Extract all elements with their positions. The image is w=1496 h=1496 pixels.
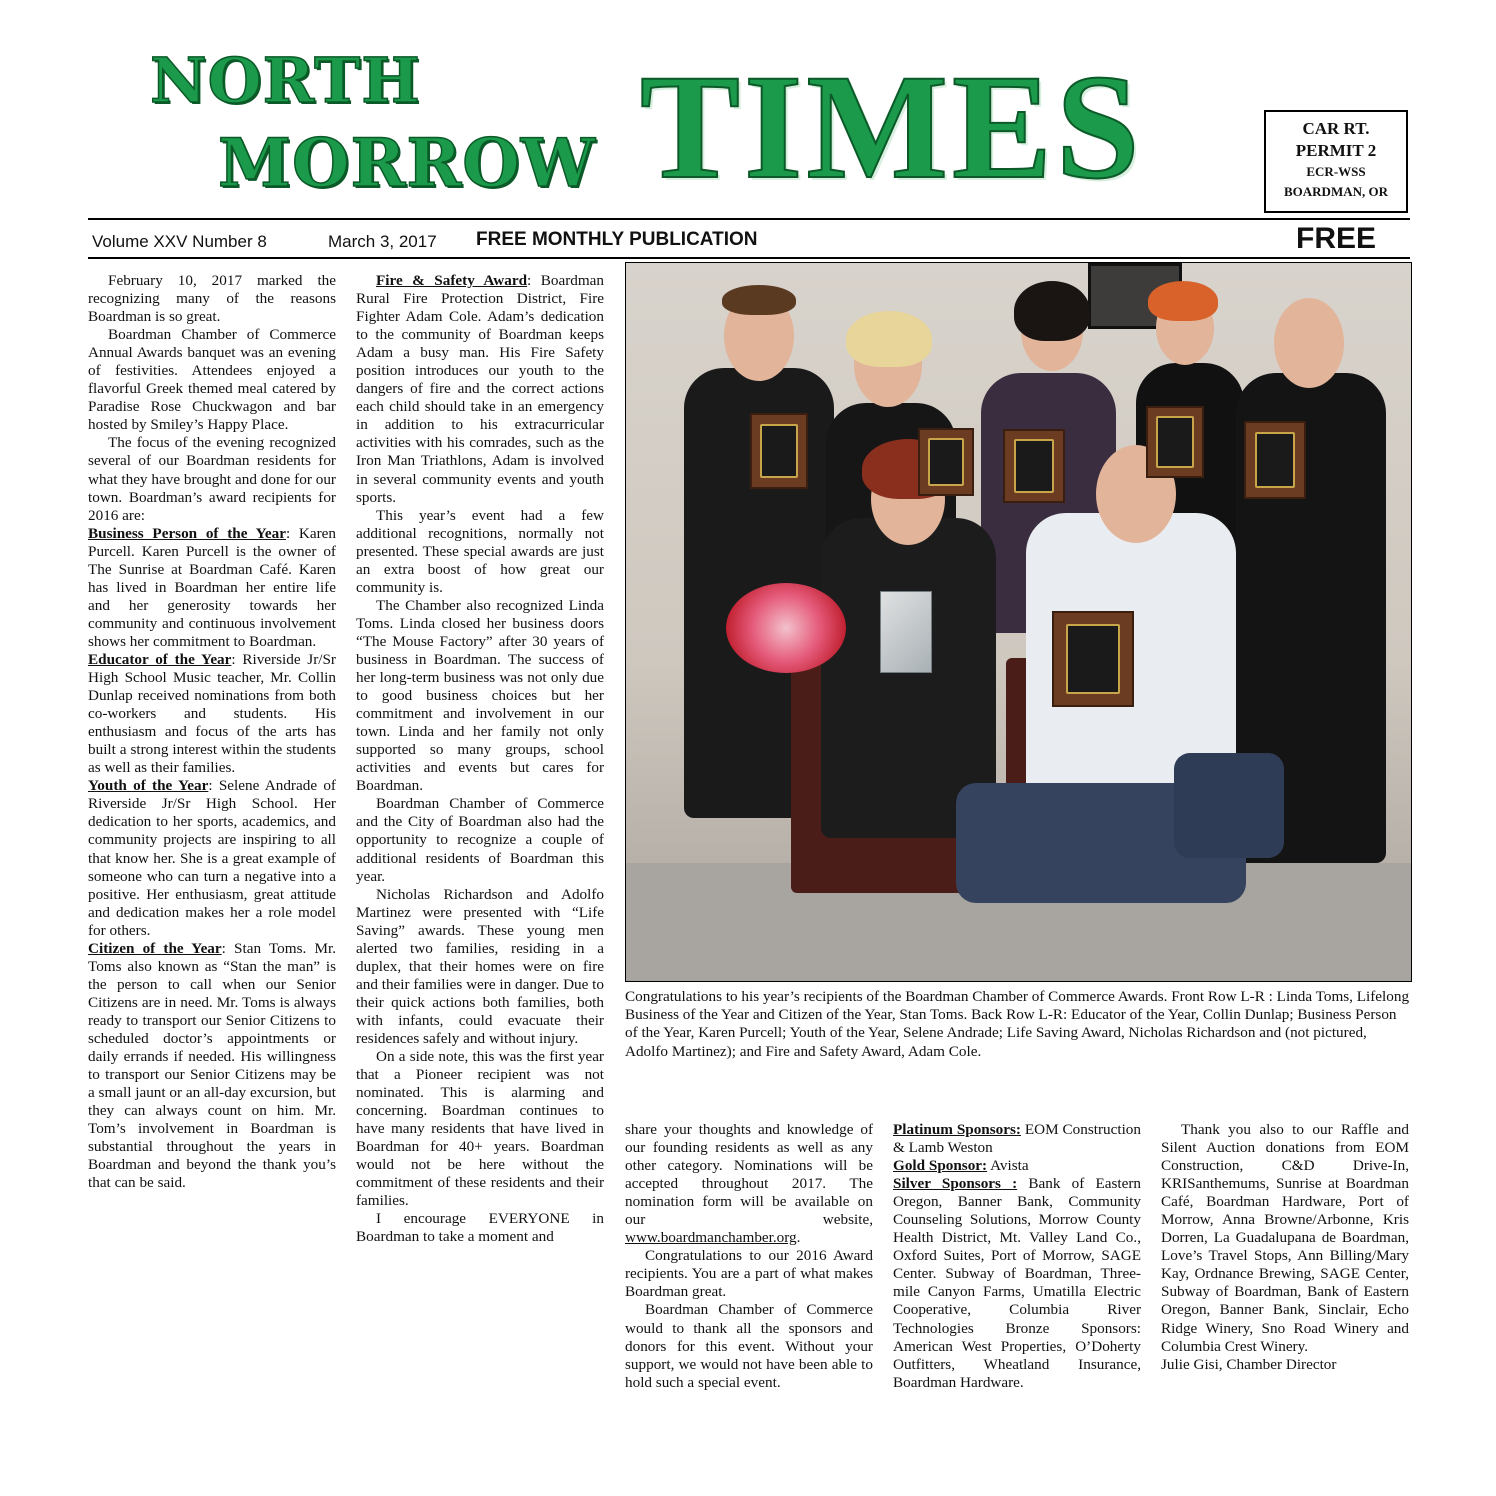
paragraph: Boardman Chamber of Commerce and the City of Boardman also had the opportunity to recognize a couple of additional residents of Boardman this year. [356,795,604,885]
person-hair [722,285,796,315]
publication-type-text: FREE MONTHLY PUBLICATION [476,229,758,250]
award-heading: Educator of the Year [88,650,232,668]
paragraph: Congratulations to our 2016 Award recipients. You are a part of what makes Boardman great. [625,1247,873,1301]
paragraph: Nicholas Richardson and Adolfo Martinez were presented with “Life Saving” awards. These young men alerted two families, residing in a duplex, that their homes were on fire and their families were in danger. Due to their quick actions both families, both with infants, could evacuate their residences safely and without injury. [356,885,604,1047]
award-text: : Selene Andrade of Riverside Jr/Sr High School. Her dedication to her sports, academics, and community projects are inspiring to all that know her. She is a great example of someone who can turn a negative into a positive. Her enthusiasm, great attitude and dedication makes her a role model for others. [88,777,336,939]
photo-caption: Congratulations to his year’s recipients of the Boardman Chamber of Commerce Awards. Front Row L-R : Linda Toms, Lifelong Business of the Year and Citizen of the Year, Stan Toms. Back Row L-R: Educator of the Year, Collin Dunlap; Business Person of the Year, Karen Purcell; Youth of the Year, Selene Andrade; Life Saving Award, Nicholas Richardson and (not pictured, Adolfo Martinez); and Fire and Safety Award, Adam Cole. [625,988,1410,1060]
award-plaque [750,413,808,489]
award-text: : Boardman Rural Fire Protection District, Fire Fighter Adam Cole. Adam’s dedication to the community of Boardman keeps Adam a busy man. His Fire Safety position introduces our youth to the dangers of fire and the correct actions each child should take in an emergency in addition to his extracurricular activities with his comrades, such as the Iron Man Triathlons, Adam is involved in several community events and youth sports. [356,272,604,506]
permit-line-3: ECR-WSS [1306,164,1366,179]
article-column-2 [356,272,604,1247]
award-heading: Citizen of the Year [88,939,222,957]
paragraph: February 10, 2017 marked the recognizing many of the reasons Boardman is so great. [88,272,336,326]
award-paragraph [88,525,336,651]
price-label: FREE [1296,222,1377,255]
masthead-north: NORTH [150,44,421,117]
award-heading: Business Person of the Year [88,524,286,542]
paragraph-text: share your thoughts and knowledge of our founding residents as well as any other category. Nominations will be accepted throughout 2017. The nomination form will be available on our website, [625,1121,873,1229]
paragraph: Boardman Chamber of Commerce would to thank all the sponsors and donors for this event. Without your support, we would not have been able to hold such a special event. [625,1301,873,1391]
award-paragraph [88,940,336,1193]
sponsor-heading: Platinum Sponsors: [893,1121,1021,1138]
article-column-1 [88,272,336,1192]
person-hair [846,311,932,367]
article-column-3 [625,1121,873,1392]
issue-date: March 3, 2017 [328,232,437,251]
person-hair [1014,281,1090,341]
paragraph [625,1121,873,1247]
award-plaque [1244,421,1306,499]
permit-line-4: BOARDMAN, OR [1284,184,1388,199]
masthead-morrow: MORROW [218,124,596,202]
paragraph: The focus of the evening recognized several of our Boardman residents for what they have brought and done for our town. Boardman’s award recipients for 2016 are: [88,434,336,524]
sponsors-column [893,1121,1141,1392]
publication-type [476,229,758,251]
award-paragraph [88,777,336,939]
award-heading: Fire & Safety Award [376,272,528,289]
award-text: : Riverside Jr/Sr High School Music teacher, Mr. Collin Dunlap received nominations from both co-workers and students. His enthusiasm and focus of the arts has built a strong interest within the students as well as their families. [88,650,336,777]
paragraph: The Chamber also recognized Linda Toms. Linda closed her business doors “The Mouse Factory” after 30 years of business in Boardman. The success of her long-term business was not only due to good business choices but her commitment and involvement in our town. Linda and her family not only supported so many groups, school activities and events but cares for Boardman. [356,596,604,795]
sponsor-heading: Gold Sponsor: [893,1157,988,1175]
masthead-rule [88,218,1410,220]
website-link[interactable]: www.boardmanchamber.org [625,1229,797,1247]
signature: Julie Gisi, Chamber Director [1161,1355,1337,1373]
infobar-rule [88,257,1410,259]
paragraph: On a side note, this was the first year that a Pioneer recipient was not nominated. This is alarming and concerning. Boardman continues to have many residents that have lived in Boardman for 40+ years. Boardman would not be here without the commitment of these residents and their families. [356,1048,604,1210]
award-text: : Stan Toms. Mr. Toms also known as “Stan the man” is the person to call when our Senior Citizens are in need. Mr. Toms is always ready to transport our Senior Citizens to scheduled doctor’s appointments or daily errands if needed. His willingness to transport our Senior Citizens may be a small jaunt or an all-day excursion, but they can always count on him. Mr. Tom’s involvement in Boardman is substantial throughout the years in Boardman and beyond the thank you’s that can be said. [88,939,336,1192]
award-plaque [1003,429,1065,503]
volume-number: Volume XXV Number 8 [92,232,267,251]
masthead-times: TIMES [640,44,1144,210]
person-head [1274,298,1344,388]
award-paragraph [88,651,336,777]
award-plaque [1146,406,1204,478]
sponsor-heading: Silver Sponsors : [893,1175,1018,1193]
postal-permit-box [1264,110,1408,213]
paragraph: Boardman Chamber of Commerce Annual Awards banquet was an evening of festivities. Attendees enjoyed a flavorful Greek themed meal catered by Paradise Rose Chuckwagon and bar hosted by Smiley’s Happy Place. [88,326,336,434]
sponsor-list: Avista [987,1157,1029,1175]
link-punctuation: . [796,1229,801,1247]
permit-line-2: PERMIT 2 [1295,141,1377,160]
donors-column [1161,1121,1409,1374]
paragraph: This year’s event had a few additional recognitions, normally not presented. These special awards are just an extra boost of how great our community is. [356,506,604,596]
award-paragraph [356,272,604,507]
award-text: : Karen Purcell. Karen Purcell is the owner of The Sunrise at Boardman Café. Karen has lived in Boardman her entire life and her generosity towards her community and continuous involvement shows her commitment to Boardman. [88,524,336,650]
permit-line-1: CAR RT. [1302,119,1370,138]
sponsor-paragraph [893,1175,1141,1392]
award-plaque [918,428,974,496]
sponsor-paragraph [893,1121,1141,1157]
flower-bouquet [726,583,846,673]
person-legs [1174,753,1284,858]
glass-award [880,591,932,673]
sponsor-list: Bank of Eastern Oregon, Banner Bank, Community Counseling Solutions, Morrow County Health District, Mt. Valley Land Co., Oxford Suites, Port of Morrow, SAGE Center. Subway of Boardman, Three-mile Canyon Farms, Umatilla Electric Cooperative, Columbia River Technologies Bronze Sponsors: American West Properties, O’Doherty Outfitters, Wheatland Insurance, Boardman Hardware. [893,1175,1141,1391]
person-hair [1148,281,1218,321]
award-heading: Youth of the Year [88,777,209,795]
paragraph: Thank you also to our Raffle and Silent Auction donations from EOM Construction, C&D Drive-In, KRISanthemums, Sunrise at Boardman Café, Boardman Hardware, Port of Morrow, Anna Browne/Arbonne, Kris Dorren, La Guadalupana de Boardman, Love’s Travel Stops, Ann Billing/Mary Kay, Ordnance Brewing, SAGE Center, Subway of Boardman, Bank of Eastern Oregon, Banner Bank, Sinclair, Echo Ridge Winery, Sno Road Winery and Columbia Crest Winery. [1161,1121,1409,1355]
award-recipients-photo [625,262,1412,982]
award-plaque [1052,611,1134,707]
sponsor-list: EOM Construction & Lamb Weston [893,1121,1141,1157]
sponsor-paragraph [893,1157,1141,1175]
paragraph: I encourage EVERYONE in Boardman to take a moment and [356,1210,604,1246]
